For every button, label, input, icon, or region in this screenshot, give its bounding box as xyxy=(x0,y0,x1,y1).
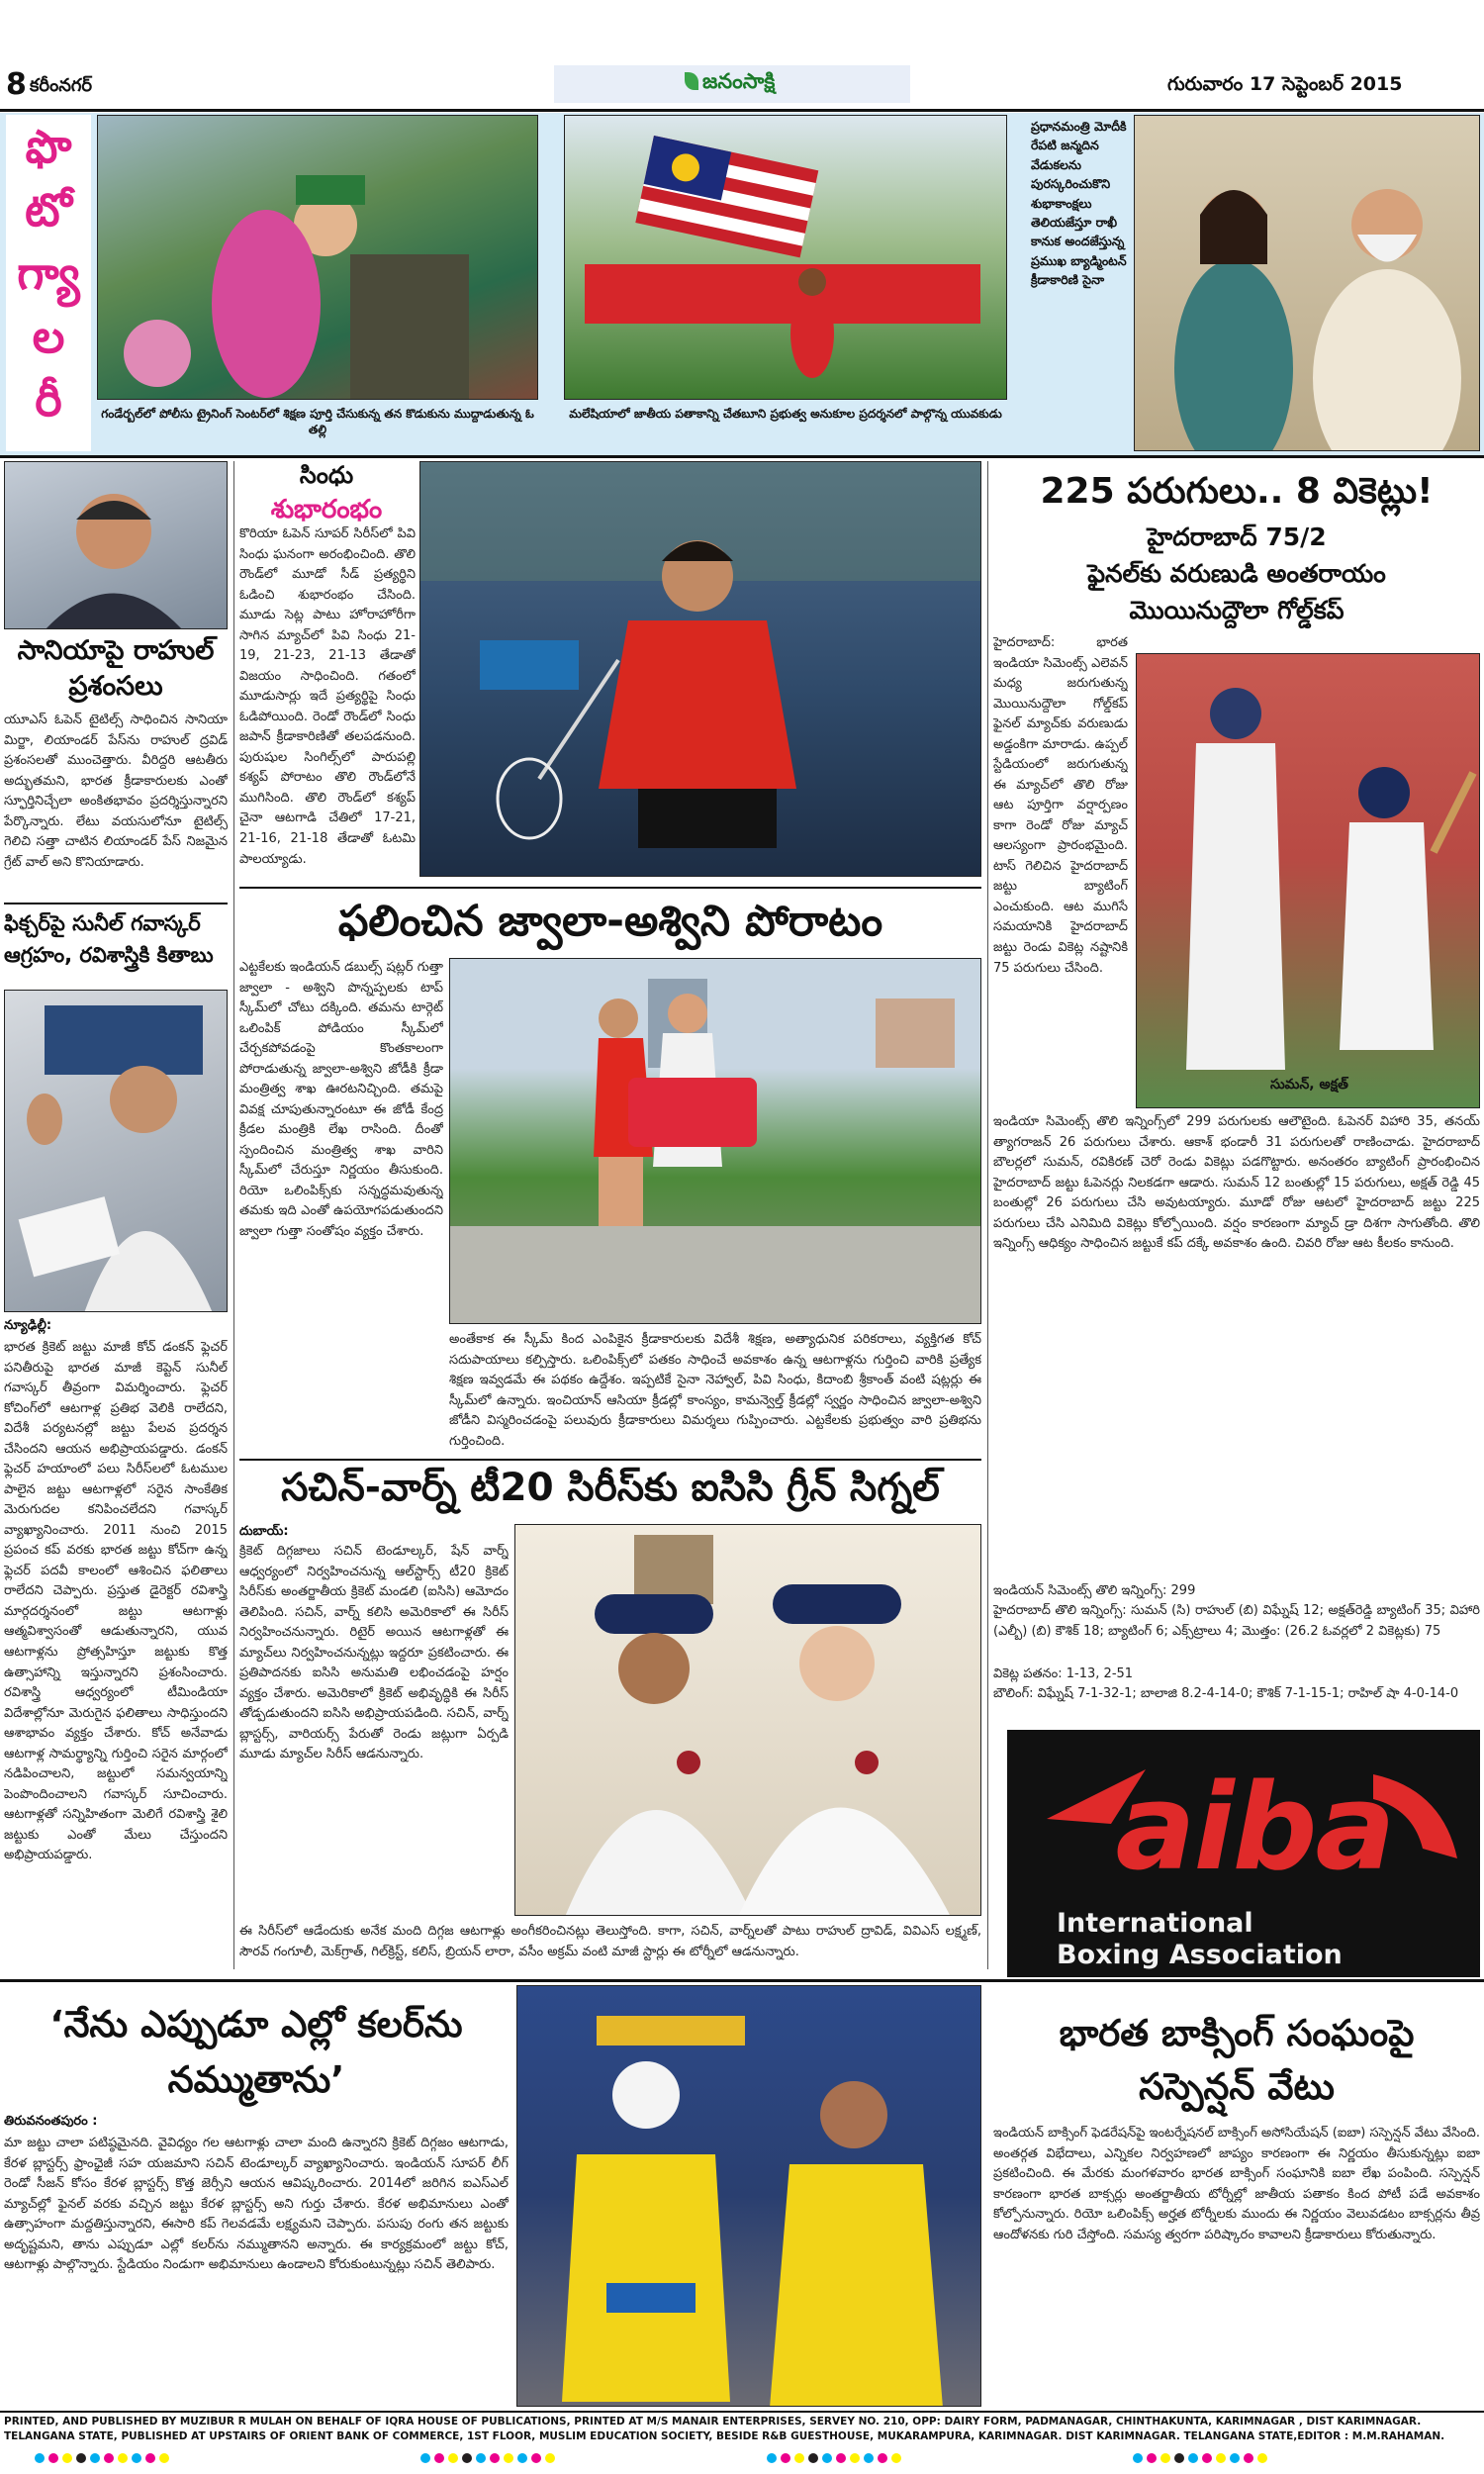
photo-malaysia-rally xyxy=(564,115,1007,400)
photo-jwala-ashwini xyxy=(449,958,981,1324)
registration-dot xyxy=(1257,2453,1267,2463)
registration-dot xyxy=(159,2453,169,2463)
caption-modi: ప్రధానమంత్రి మోదీకి రేపటి జన్మదిన వేడుకలను పురస్కరించుకొని శుభాకాంక్షలు తెలియజేస్తూ రాఖీ కానుక అందజేస్తున్న ప్రముఖ బ్యాడ్మింటన్ క్రీడాకారిణి సైనా xyxy=(1031,119,1127,287)
aiba-logo-sub-2: Boxing Association xyxy=(1057,1940,1343,1970)
registration-dot xyxy=(822,2453,832,2463)
photo-sachin-warne xyxy=(514,1524,981,1916)
registration-dot xyxy=(878,2453,887,2463)
gavaskar-body: భారత క్రికెట్ జట్టు మాజీ కోచ్ డంకన్ ఫ్లెచర్ పనితీరుపై భారత మాజీ కెప్టెన్ సునీల్ గవాస్కర్ తీవ్రంగా విమర్శించారు. ఫ్లెచర్ కోచింగ్‌లో ఆటగాళ్ల ప్రతిభ వెలికి రాలేదని, విదేశీ పర్యటనల్లో జట్టు పేలవ ప్రదర్శన చేసిందని ఆయన అభిప్రాయపడ్డారు. డంకన్ ఫ్లెచర్ హయాంలో పలు సిరీస్‌లలో ఓటముల పాలైన జట్టు ఆటగాళ్లలో సరైన సాంకేతిక మెరుగుదల కనిపించలేదని గవాస్కర్ వ్యాఖ్యానించారు. 2011 నుంచి 2015 ప్రపంచ కప్ వరకు భారత జట్టు కోచ్‌గా ఉన్న ఫ్లెచర్ పదవీ కాలంలో ఆశించిన ఫలితాలు రాలేదని చెప్పారు. ప్రస్తుత డైరెక్టర్ రవిశాస్త్రి మార్గదర్శనంలో జట్టు ఆటగాళ్లు ఆత్మవిశ్వాసంతో ఆడుతున్నారని, యువ ఆటగాళ్లను ప్రోత్సహిస్తూ జట్టుకు కొత్త ఉత్సాహాన్ని ఇస్తున్నారని ప్రశంసించారు. రవిశాస్త్రి ఆధ్వర్యంలో టీమిండియా విదేశాల్లోనూ మెరుగైన ఫలితాలు సాధిస్తుందని ఆశాభావం వ్యక్తం చేశారు. కోచ్ అనేవాడు ఆటగాళ్ల సామర్థ్యాన్ని గుర్తించి సరైన మార్గంలో నడిపించాలని, జట్టులో సమన్వయాన్ని పెంపొందించాలని గవాస్కర్ సూచించారు. ఆటగాళ్లతో సన్నిహితంగా మెలిగే రవిశాస్త్రి శైలి జట్టుకు ఎంతో మేలు చేస్తుందని అభిప్రాయపడ్డారు. xyxy=(4,1340,228,1863)
boxing-headline-1: భారత బాక్సింగ్ సంఘంపై xyxy=(1059,2012,1415,2054)
registration-dot xyxy=(104,2453,114,2463)
kerala-dateline: తిరువనంతపురం : xyxy=(4,2114,98,2129)
registration-dot xyxy=(76,2453,86,2463)
sachin-warne-body-wide: ఈ సిరీస్‌లో ఆడేందుకు అనేక మంది దిగ్గజ ఆటగాళ్లు అంగీకరించినట్లు తెలుస్తోంది. కాగా, సచిన్, వార్న్‌లతో పాటు రాహుల్ ద్రావిడ్, వివిఎస్ లక్ష్మణ్, సౌరవ్ గంగూలీ, మెక్‌గ్రాత్, గిల్‌క్రిస్ట్, కలిస్, బ్రియన్ లారా, వసీం అక్రమ్ వంటి మాజీ స్టార్లు ఈ టోర్నీలో ఆడనున్నారు. xyxy=(239,1924,981,1959)
gallery-title-4: ల xyxy=(32,310,65,363)
gavaskar-headline-1: ఫిక్చర్‌పై సునీల్ గవాస్కర్ xyxy=(4,911,201,935)
issue-date: గురువారం 17 సెప్టెంబర్ 2015 xyxy=(1167,73,1403,95)
column-divider-1 xyxy=(233,461,234,1969)
photo-suman-caption: సుమన్, అక్షత్ xyxy=(1270,1077,1348,1093)
gallery-title-3: గ్యా xyxy=(17,246,80,300)
cricket-scorecard-2: హైదరాబాద్ తొలి ఇన్నింగ్స్: సుమన్ (సి) రాహుల్ (బి) విఘ్నేష్ 12; అక్షత్‌రెడ్డి బ్యాటింగ్ 35; విహారి (ఎల్బీ) (బి) కౌశిక్ 18; బ్యాటింగ్ 6; ఎక్స్‌ట్రాలు 4; మొత్తం: (26.2 ఓవర్లలో 2 వికెట్లకు) 75 xyxy=(993,1603,1480,1639)
photo-jwala-art xyxy=(450,959,981,1324)
cricket-scorecard-3: వికెట్ల పతనం: 1-13, 2-51 xyxy=(993,1666,1134,1681)
registration-dot xyxy=(517,2453,527,2463)
registration-dot xyxy=(48,2453,58,2463)
registration-dot xyxy=(504,2453,513,2463)
registration-dot xyxy=(781,2453,790,2463)
aiba-logo-box xyxy=(1007,1730,1480,1977)
registration-dot xyxy=(35,2453,45,2463)
registration-dot xyxy=(1188,2453,1198,2463)
sachin-warne-body: క్రికెట్ దిగ్గజాలు సచిన్ టెండూల్కర్, షేన్ వార్న్ ఆధ్వర్యంలో నిర్వహించనున్న ఆల్‌స్టార్స్ టీ20 క్రికెట్ సిరీస్‌కు అంతర్జాతీయ క్రికెట్ మండలి (ఐసిసి) ఆమోదం తెలిపింది. సచిన్, వార్న్ కలిసి అమెరికాలో ఈ సిరీస్ నిర్వహించనున్నారు. రిటైర్ అయిన ఆటగాళ్లతో ఈ మ్యాచ్‌లు నిర్వహించనున్నట్లు ఇద్దరూ ప్రకటించారు. ఈ ప్రతిపాదనకు ఐసిసి అనుమతి లభించడంపై హర్షం వ్యక్తం చేశారు. అమెరికాలో క్రికెట్ అభివృద్ధికి ఈ సిరీస్ తోడ్పడుతుందని ఐసిసి అభిప్రాయపడింది. సచిన్, వార్న్ బ్లాస్టర్స్, వారియర్స్ పేరుతో రెండు జట్లుగా ఏర్పడి మూడు మ్యాచ్‌ల సిరీస్ ఆడనున్నారు. xyxy=(239,1544,509,1762)
registration-dot xyxy=(836,2453,846,2463)
boxing-headline-2: సస్పెన్షన్ వేటు xyxy=(1139,2065,1335,2108)
registration-dot xyxy=(420,2453,430,2463)
caption-malaysia: మలేషియాలో జాతీయ పతాకాన్ని చేతబూని ప్రభుత్వ అనుకూల ప్రదర్శనలో పాల్గొన్న యువకుడు xyxy=(569,407,1002,421)
footer-imprint-2: TELANGANA STATE, PUBLISHED AT UPSTAIRS OF ORIENT BANK OF COMMERCE, 1ST FLOOR, MUSLIM EDUCATION SOCIETY, BESIDE R&B GUESTHOUSE, MUKARAMPURA, KARIMNAGAR. DIST KARIMNAGAR. TELANGANA STATE,EDITOR : M.M.RAHAMAN. xyxy=(4,2430,1445,2442)
photo-dravid-art xyxy=(5,462,228,629)
registration-dot xyxy=(767,2453,777,2463)
footer-imprint-1: PRINTED, AND PUBLISHED BY MUZIBUR R MULAH ON BEHALF OF IQRA HOUSE OF PUBLICATIONS, PRINTED AT M/S MANAIR ENTERPRISES, SERVEY NO. 210, OPP: DAIRY FORM, PADMANAGAR, CHINTHAKUNTA, KARIMNAGAR , DIST KARIMNAGAR. xyxy=(4,2416,1422,2427)
registration-marks xyxy=(0,2448,1484,2468)
photo-saina-modi xyxy=(1134,115,1480,451)
sachin-warne-headline: సచిన్-వార్న్ టీ20 సిరీస్‌కు ఐసిసి గ్రీన్ సిగ్నల్ xyxy=(281,1466,940,1510)
registration-dot xyxy=(1216,2453,1226,2463)
registration-dot xyxy=(531,2453,541,2463)
jwala-body-2: అంతేకాక ఈ స్కీమ్ కింద ఎంపికైన క్రీడాకారులకు విదేశీ శిక్షణ, అత్యాధునిక పరికరాలు, వ్యక్తిగత కోచ్ సదుపాయాలు కల్పిస్తారు. ఒలింపిక్స్‌లో పతకం సాధించే అవకాశం ఉన్న ఆటగాళ్లను గుర్తించి వారికి ప్రత్యేక శిక్షణ ఇవ్వడమే ఈ పథకం ఉద్దేశం. ఇప్పటికే సైనా నెహ్వాల్, పివి సింధు, కిదాంబి శ్రీకాంత్ వంటి షట్లర్లు ఈ స్కీమ్‌లో ఉన్నారు. ఇంచియాన్ ఆసియా క్రీడల్లో కాంస్యం, కామన్వెల్త్ క్రీడల్లో స్వర్ణం సాధించిన జ్వాలా-అశ్విని జోడీని విస్మరించడంపై పలువురు క్రీడాకారులు విమర్శలు గుప్పించారు. ఎట్టకేలకు ప్రభుత్వం వారి ప్రతిభను గుర్తించింది. xyxy=(449,1332,981,1449)
registration-dot xyxy=(1202,2453,1212,2463)
registration-dot xyxy=(545,2453,555,2463)
cricket-subhead-3: మొయినుద్దౌలా గోల్డ్‌కప్ xyxy=(1129,596,1345,624)
gallery-side-title xyxy=(6,115,91,451)
photo-mother-son xyxy=(97,115,538,400)
gallery-title-2: టో xyxy=(25,183,72,237)
page-number: 8 xyxy=(6,67,27,102)
registration-dot xyxy=(476,2453,486,2463)
jwala-headline: ఫలించిన జ్వాలా-అశ్విని పోరాటం xyxy=(337,897,883,946)
registration-dot xyxy=(90,2453,100,2463)
aiba-logo-sub-1: International xyxy=(1057,1908,1253,1939)
registration-dot xyxy=(808,2453,818,2463)
registration-dot xyxy=(132,2453,141,2463)
masthead xyxy=(0,61,1484,107)
photo-saina-modi-art xyxy=(1135,116,1480,451)
kerala-headline-1: ‘నేను ఎప్పుడూ ఎల్లో కలర్‌ను xyxy=(49,2003,463,2046)
registration-dot xyxy=(1174,2453,1184,2463)
kerala-body: మా జట్టు చాలా పటిష్ఠమైనది. వైవిధ్యం గల ఆటగాళ్లు చాలా మంది ఉన్నారని క్రికెట్ దిగ్గజం ఆటగాడు, కేరళ బ్లాస్టర్స్ ఫ్రాంఛైజీ సహ యజమాని సచిన్ టెండూల్కర్ వ్యాఖ్యానించారు. ఇండియన్ సూపర్ లీగ్ రెండో సీజన్ కోసం కేరళ బ్లాస్టర్స్ కొత్త జెర్సీని ఆయన ఆవిష్కరించారు. 2014లో జరిగిన ఐఎస్‌ఎల్ మ్యాచ్‌ల్లో ఫైనల్ వరకు వచ్చిన జట్టు కేరళ బ్లాస్టర్స్ అని గుర్తు చేశారు. కేరళ అభిమానులు ఎంతో ఉత్సాహంగా మద్దతిస్తున్నారని, ఈసారి కప్ గెలవడమే లక్ష్యమని చెప్పారు. పసుపు రంగు తన జట్టుకు అదృష్టమని, తాను ఎప్పుడూ ఎల్లో కలర్‌ను నమ్ముతానని అన్నారు. ఈ కార్యక్రమంలో జట్టు కోచ్, ఆటగాళ్లు పాల్గొన్నారు. స్టేడియం నిండుగా అభిమానులు ఉండాలని కోరుకుంటున్నట్లు సచిన్ తెలిపారు. xyxy=(4,2136,509,2273)
photo-rahul-dravid xyxy=(4,461,228,629)
column-divider-2 xyxy=(987,461,988,1969)
registration-dot xyxy=(891,2453,901,2463)
photo-sachin-warne-art xyxy=(515,1525,981,1916)
kerala-headline-2: నమ్ముతాను’ xyxy=(167,2058,345,2101)
photo-malaysia-rally-art xyxy=(565,116,1007,400)
registration-dot xyxy=(1160,2453,1170,2463)
left-rule-1 xyxy=(4,903,228,904)
aiba-logo-word: aiba xyxy=(1115,1760,1394,1897)
photo-suman-akshath xyxy=(1136,653,1480,1108)
registration-dot xyxy=(1147,2453,1157,2463)
registration-dot xyxy=(145,2453,155,2463)
photo-gavaskar-art xyxy=(5,991,228,1312)
registration-dot xyxy=(864,2453,874,2463)
boxing-body: ఇండియన్ బాక్సింగ్ ఫెడరేషన్‌పై ఇంటర్నేషనల్ బాక్సింగ్ అసోసియేషన్ (ఐబా) సస్పెన్షన్ వేటు వేసింది. అంతర్గత విభేదాలు, ఎన్నికల నిర్వహణలో జాప్యం కారణంగా ఈ నిర్ణయం తీసుకున్నట్లు ఐబా ప్రకటించింది. ఈ మేరకు మంగళవారం భారత బాక్సింగ్ సంఘానికి ఐబా లేఖ పంపింది. సస్పెన్షన్ కారణంగా భారత బాక్సర్లు అంతర్జాతీయ టోర్నీల్లో జాతీయ పతాకం కింద పోటీ పడే అవకాశం కోల్పోనున్నారు. రియో ఒలింపిక్స్ అర్హత టోర్నీలకు ముందు ఈ నిర్ణయం వెలువడటం బాక్సర్లను తీవ్ర ఆందోళనకు గురి చేస్తోంది. సమస్య త్వరగా పరిష్కారం కావాలని క్రీడాకారులు కోరుతున్నారు. xyxy=(993,2126,1480,2242)
print-registration-strip xyxy=(0,2448,1484,2468)
caption-mother-son: గండేర్బల్‌లో పోలీసు ట్రైనింగ్ సెంటర్‌లో శిక్షణ పూర్తి చేసుకున్న తన కొడుకును ముద్దాడుతున్న ఓ తల్లి xyxy=(101,407,534,437)
registration-dot xyxy=(462,2453,472,2463)
registration-dot xyxy=(62,2453,72,2463)
cricket-scorecard-1: ఇండియన్ సిమెంట్స్ తొలి ఇన్నింగ్స్: 299 xyxy=(993,1583,1196,1598)
registration-dot xyxy=(1230,2453,1240,2463)
registration-dot xyxy=(448,2453,458,2463)
photo-kerala-art xyxy=(517,1986,981,2407)
photo-kerala-blasters xyxy=(516,1985,981,2407)
sindhu-body: కొరియా ఓపెన్ సూపర్ సిరీస్‌లో పివి సింధు ఘనంగా అరంభించింది. తొలి రౌండ్‌లో మూడో సీడ్ ప్రత్యర్థిని ఓడించి శుభారంభం చేసింది. మూడు సెట్ల పాటు హోరాహోరీగా సాగిన మ్యాచ్‌లో పివి సింధు 21-19, 21-23, 21-13 తేడాతో విజయం సాధించింది. గతంలో మూడుసార్లు ఇదే ప్రత్యర్థిపై సింధు ఓడిపోయింది. రెండో రౌండ్‌లో సింధు జపాన్ క్రీడాకారిణితో తలపడనుంది. పురుషుల సింగిల్స్‌లో పారుపల్లి కశ్యప్ పోరాటం తొలి రౌండ్‌లోనే ముగిసింది. తొలి రౌండ్‌లో కశ్యప్ చైనా ఆటగాడి చేతిలో 17-21, 21-16, 21-18 తేడాతో ఓటమి పాలయ్యాడు. xyxy=(239,526,416,867)
jwala-rule xyxy=(239,1459,981,1461)
cricket-headline: 225 పరుగులు.. 8 వికెట్లు! xyxy=(1040,471,1434,512)
edition-name: కరీంనగర్ xyxy=(30,75,92,96)
registration-dot xyxy=(1244,2453,1253,2463)
registration-dot xyxy=(118,2453,128,2463)
cricket-column-body: హైదరాబాద్: భారత ఇండియా సిమెంట్స్ ఎలెవన్ మధ్య జరుగుతున్న మొయినుద్దౌలా గోల్డ్‌కప్ ఫైనల్ మ్యాచ్‌కు వరుణుడు అడ్డంకిగా మారాడు. ఉప్పల్ స్టేడియంలో జరుగుతున్న ఈ మ్యాచ్‌లో తొలి రోజు ఆట పూర్తిగా వర్షార్పణం కాగా రెండో రోజు మ్యాచ్ ఆలస్యంగా ప్రారంభమైంది. టాస్ గెలిచిన హైదరాబాద్ జట్టు బ్యాటింగ్ ఎంచుకుంది. ఆట ముగిసే సమయానికి హైదరాబాద్ జట్టు రెండు వికెట్ల నష్టానికి 75 పరుగులు చేసింది. xyxy=(993,635,1128,976)
dravid-body: యూఎస్ ఓపెన్ టైటిల్స్ సాధించిన సానియా మిర్జా, లియాండర్ పేస్‌ను రాహుల్ ద్రవిడ్ ప్రశంసలతో ముంచెత్తారు. వీరిద్దరి ఆటతీరు అద్భుతమని, భారత క్రీడాకారులకు ఎంతో స్ఫూర్తినిచ్చేలా అంకితభావం ప్రదర్శిస్తున్నారని పేర్కొన్నారు. లేటు వయసులోనూ టైటిల్స్ గెలిచి సత్తా చాటిన లియాండర్ పేస్ నిజమైన గ్రేట్ వాల్ అని కొనియాడారు. xyxy=(4,713,228,870)
gavaskar-headline-2: ఆగ్రహం, రవిశాస్త్రికి కితాబు xyxy=(4,943,214,967)
registration-dot xyxy=(794,2453,804,2463)
cricket-subhead-2: ఫైనల్‌కు వరుణుడి అంతరాయం xyxy=(1087,559,1386,588)
dravid-headline: సానియాపై రాహుల్ ప్రశంసలు xyxy=(17,635,215,703)
photo-sunil-gavaskar xyxy=(4,990,228,1312)
photo-pv-sindhu xyxy=(419,461,981,877)
footer-rule xyxy=(0,2411,1484,2413)
bottom-section-rule xyxy=(0,1979,1484,1982)
gallery-rule xyxy=(0,455,1484,458)
cricket-scorecard-4: బౌలింగ్: విఘ్నేష్ 7-1-32-1; బాలాజి 8.2-4-14-0; కౌశిక్ 7-1-15-1; రాహిల్ షా 4-0-14-0 xyxy=(993,1686,1459,1701)
photo-gallery xyxy=(0,113,1484,455)
jwala-body-1: ఎట్టకేలకు ఇండియన్ డబుల్స్ షట్లర్ గుత్తా జ్వాలా - అశ్విని పొన్నప్పలకు టాప్ స్కీమ్‌లో చోటు దక్కింది. తమను టార్గెట్ ఒలింపిక్ పోడియం స్కీమ్‌లో చేర్చకపోవడంపై కొంతకాలంగా పోరాడుతున్న జ్వాలా-అశ్విని జోడీకి క్రీడా మంత్రిత్వ శాఖ ఊరటనిచ్చింది. తమపై వివక్ష చూపుతున్నారంటూ ఈ జోడీ కేంద్ర క్రీడల మంత్రికి లేఖ రాసింది. దీంతో స్పందించిన మంత్రిత్వ శాఖ వారిని స్కీమ్‌లో చేరుస్తూ నిర్ణయం తీసుకుంది. రియో ఒలింపిక్స్‌కు సన్నద్ధమవుతున్న తమకు ఇది ఎంతో ఉపయోగపడుతుందని జ్వాలా గుత్తా సంతోషం వ్యక్తం చేశారు. xyxy=(239,960,443,1239)
paper-logo xyxy=(685,69,775,99)
leaf-icon xyxy=(685,72,698,90)
gallery-title-5: రీ xyxy=(35,373,62,427)
registration-dot xyxy=(490,2453,500,2463)
photo-mother-son-art xyxy=(98,116,538,400)
photo-sindhu-art xyxy=(420,462,981,877)
gallery-title-1: ఫొ xyxy=(25,120,72,173)
cricket-subhead-1: హైదరాబాద్ 75/2 xyxy=(1147,523,1327,551)
cricket-wide-body: ఇండియా సిమెంట్స్ తొలి ఇన్నింగ్స్‌లో 299 పరుగులకు ఆలౌటైంది. ఓపెనర్ విహారి 35, తనయ్ త్యాగరాజన్ 26 పరుగులు చేశారు. ఆకాశ్ భండారీ 31 పరుగులతో రాణించాడు. హైదరాబాద్ బౌలర్లలో సుమన్, రవికిరణ్ చెరో రెండు వికెట్లు పడగొట్టారు. అనంతరం బ్యాటింగ్ ప్రారంభించిన హైదరాబాద్ జట్టు ఓపెనర్లు నిలకడగా ఆడారు. సుమన్ 12 బంతుల్లో 15 పరుగులు, అక్షత్ రెడ్డి 45 బంతుల్లో 26 పరుగులు చేసి అవుటయ్యారు. మూడో రోజు ఆటలో హైదరాబాద్ జట్టు 225 పరుగులు చేసి ఎనిమిది వికెట్లు కోల్పోయింది. వర్షం కారణంగా మ్యాచ్ డ్రా దిశగా సాగుతోంది. తొలి ఇన్నింగ్స్ ఆధిక్యం సాధించిన జట్టుకే కప్ దక్కే అవకాశం ఉంది. చివరి రోజు ఆట కీలకం కానుంది. xyxy=(993,1114,1480,1252)
masthead-rule xyxy=(0,109,1484,112)
registration-dot xyxy=(434,2453,444,2463)
sindhu-header xyxy=(239,461,414,524)
sindhu-kicker: సింధు xyxy=(299,461,354,489)
gavaskar-dateline: న్యూఢిల్లీ: xyxy=(4,1318,52,1333)
sachin-warne-dateline: దుబాయ్: xyxy=(239,1524,289,1539)
sindhu-rule xyxy=(239,887,981,889)
sindhu-headline: శుభారంభం xyxy=(270,495,383,524)
registration-dot xyxy=(850,2453,860,2463)
paper-name: జనంసాక్షి xyxy=(702,69,776,93)
photo-cricket-art xyxy=(1137,654,1480,1108)
registration-dot xyxy=(1133,2453,1143,2463)
